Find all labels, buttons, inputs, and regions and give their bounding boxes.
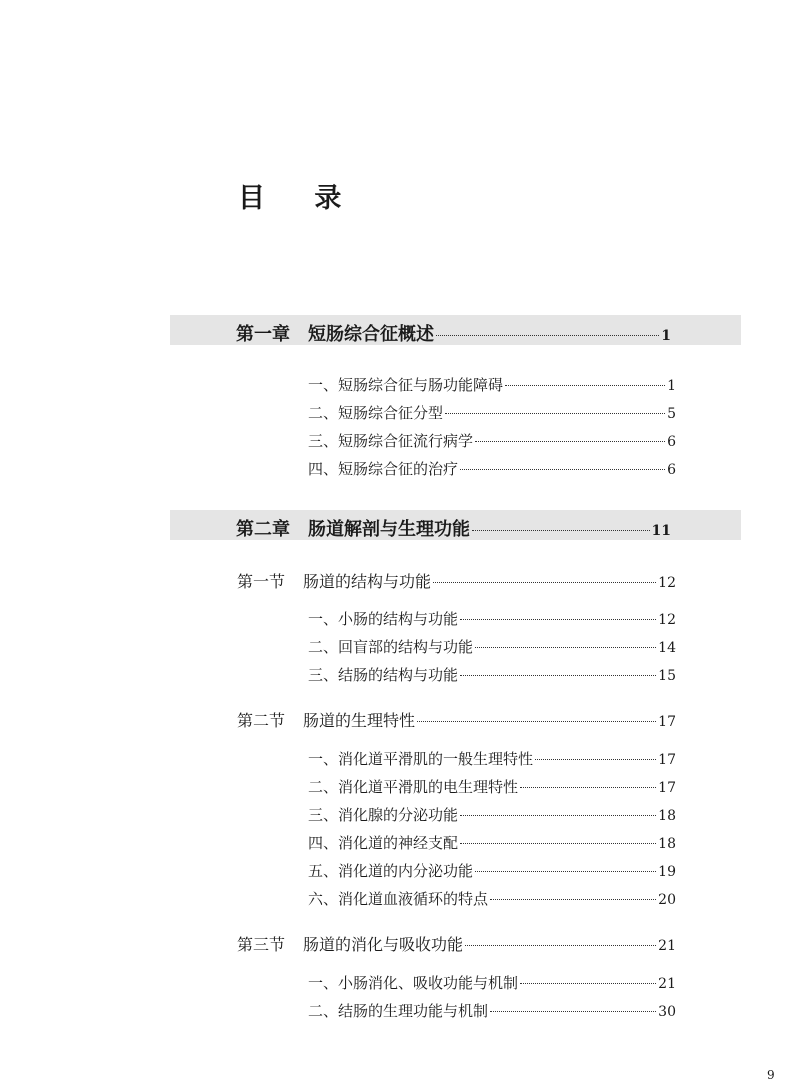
dot-leader — [490, 899, 656, 900]
page-ref: 17 — [658, 714, 676, 730]
dot-leader — [520, 787, 656, 788]
dot-leader — [460, 843, 656, 844]
page-ref: 14 — [658, 640, 676, 656]
toc-entry[interactable] — [308, 860, 676, 881]
page-ref: 6 — [667, 462, 676, 478]
entry-label: 一、消化道平滑肌的一般生理特性 — [308, 750, 534, 768]
page-ref: 21 — [658, 976, 676, 992]
section-title: 肠道的生理特性 — [303, 711, 416, 730]
section-title: 肠道的结构与功能 — [303, 572, 432, 591]
dot-leader — [535, 759, 656, 760]
entry-label: 六、消化道血液循环的特点 — [308, 890, 489, 908]
page-ref: 20 — [658, 892, 676, 908]
entry-label: 三、短肠综合征流行病学 — [308, 432, 474, 450]
dot-leader — [505, 385, 665, 386]
dot-leader — [433, 582, 656, 583]
entry-label: 一、短肠综合征与肠功能障碍 — [308, 376, 504, 394]
dot-leader — [417, 721, 656, 722]
entry-label: 二、消化道平滑肌的电生理特性 — [308, 778, 519, 796]
dot-leader — [460, 619, 656, 620]
page-ref: 21 — [658, 938, 676, 954]
chapter-number: 第二章 — [236, 519, 290, 540]
entry-label: 五、消化道的内分泌功能 — [308, 862, 474, 880]
dot-leader — [475, 647, 656, 648]
dot-leader — [475, 441, 665, 442]
toc-entry-chapter[interactable] — [236, 320, 671, 346]
toc-title: 目 录 — [238, 183, 362, 214]
toc-entry[interactable] — [308, 804, 676, 825]
toc-entry[interactable] — [308, 636, 676, 657]
page-ref: 11 — [651, 523, 671, 539]
dot-leader — [465, 945, 656, 946]
page-ref: 6 — [667, 434, 676, 450]
section-number: 第二节 — [237, 711, 286, 730]
page-ref: 18 — [658, 808, 676, 824]
page-ref: 30 — [658, 1004, 676, 1020]
dot-leader — [460, 469, 665, 470]
dot-leader — [472, 530, 650, 531]
page-ref: 1 — [667, 378, 676, 394]
entry-label: 四、短肠综合征的治疗 — [308, 460, 459, 478]
toc-entry[interactable] — [308, 664, 676, 685]
page-ref: 12 — [658, 575, 676, 591]
toc-entry-chapter[interactable] — [236, 515, 671, 541]
dot-leader — [460, 675, 656, 676]
page-ref: 1 — [661, 328, 671, 344]
section-title: 肠道的消化与吸收功能 — [303, 935, 464, 954]
entry-label: 一、小肠消化、吸收功能与机制 — [308, 974, 519, 992]
toc-entry[interactable] — [308, 748, 676, 769]
toc-entry[interactable] — [308, 1000, 676, 1021]
toc-entry[interactable] — [308, 832, 676, 853]
section-number: 第三节 — [237, 935, 286, 954]
chapter-title: 短肠综合征概述 — [308, 324, 434, 345]
toc-entry-section[interactable] — [237, 569, 676, 592]
toc-entry[interactable] — [308, 888, 676, 909]
toc-entry[interactable] — [308, 608, 676, 629]
toc-entry-section[interactable] — [237, 708, 676, 731]
toc-entry[interactable] — [308, 430, 676, 451]
entry-label: 三、结肠的结构与功能 — [308, 666, 459, 684]
entry-label: 二、回盲部的结构与功能 — [308, 638, 474, 656]
page-ref: 17 — [658, 752, 676, 768]
page-ref: 19 — [658, 864, 676, 880]
toc-entry[interactable] — [308, 402, 676, 423]
dot-leader — [490, 1011, 656, 1012]
page-number: 9 — [767, 1068, 775, 1082]
page-ref: 18 — [658, 836, 676, 852]
toc-entry[interactable] — [308, 776, 676, 797]
chapter-heading — [170, 315, 741, 345]
entry-label: 一、小肠的结构与功能 — [308, 610, 459, 628]
page-ref: 17 — [658, 780, 676, 796]
chapter-number: 第一章 — [236, 324, 290, 345]
dot-leader — [436, 335, 659, 336]
toc-entry[interactable] — [308, 458, 676, 479]
toc-entry[interactable] — [308, 374, 676, 395]
toc-entry-section[interactable] — [237, 932, 676, 955]
dot-leader — [445, 413, 665, 414]
chapter-heading — [170, 510, 741, 540]
dot-leader — [520, 983, 656, 984]
entry-label: 二、结肠的生理功能与机制 — [308, 1002, 489, 1020]
entry-label: 二、短肠综合征分型 — [308, 404, 444, 422]
dot-leader — [460, 815, 656, 816]
section-number: 第一节 — [237, 572, 286, 591]
page-ref: 12 — [658, 612, 676, 628]
page-ref: 15 — [658, 668, 676, 684]
chapter-title: 肠道解剖与生理功能 — [308, 519, 470, 540]
toc-entry[interactable] — [308, 972, 676, 993]
entry-label: 四、消化道的神经支配 — [308, 834, 459, 852]
entry-label: 三、消化腺的分泌功能 — [308, 806, 459, 824]
page-ref: 5 — [667, 406, 676, 422]
dot-leader — [475, 871, 656, 872]
